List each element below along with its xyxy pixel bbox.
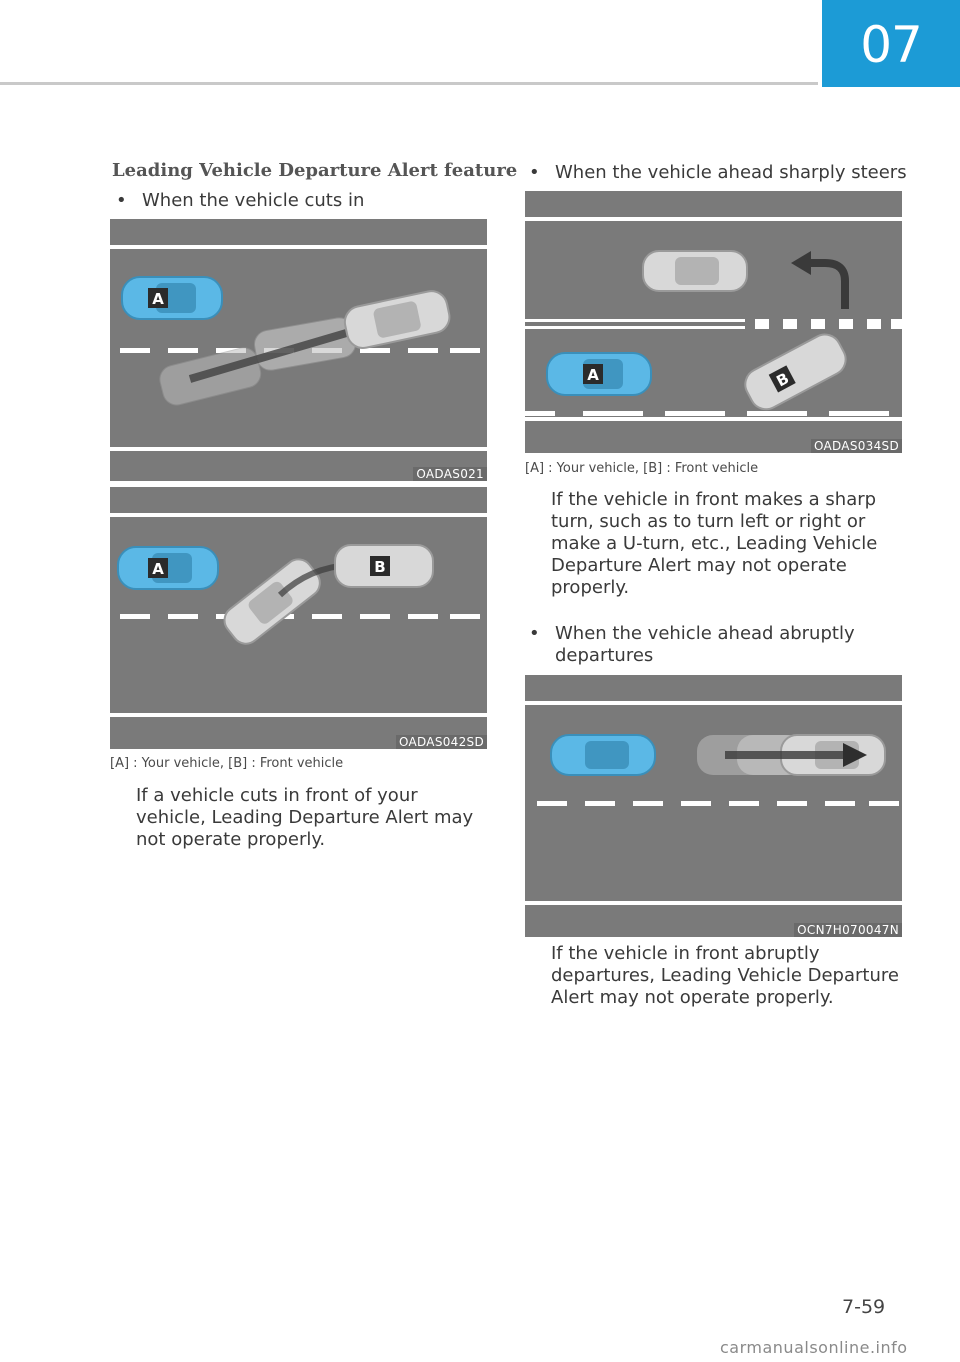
vehicle-a-label: A <box>587 366 599 384</box>
cut-in-paragraph <box>136 785 473 851</box>
vehicle-b-label: B <box>374 558 386 576</box>
bullet-abrupt-text-line1: When the vehicle ahead abruptly <box>555 623 855 644</box>
figure-abrupt-departure-illustration <box>525 675 902 937</box>
paragraph-line: make a U-turn, etc., Leading Vehicle <box>551 533 878 554</box>
figure-cut-in-2-illustration <box>110 487 487 749</box>
figure-cut-in-1-illustration <box>110 219 487 481</box>
vehicle-a-label: A <box>152 290 164 308</box>
paragraph-line: If the vehicle in front makes a sharp <box>551 489 877 510</box>
header-rule <box>0 82 818 85</box>
figure-cut-in-2 <box>110 487 487 749</box>
figure-caption: [A] : Your vehicle, [B] : Front vehicle <box>110 756 344 771</box>
paragraph-line: Alert may not operate properly. <box>551 987 834 1008</box>
vehicle-a-label: A <box>152 560 164 578</box>
paragraph-line: properly. <box>551 577 630 598</box>
figure-code: OCN7H070047N <box>794 923 902 937</box>
figure-code: OADAS021 <box>413 467 487 481</box>
paragraph-line: Departure Alert may not operate <box>551 555 847 576</box>
figure-caption: [A] : Your vehicle, [B] : Front vehicle <box>525 461 759 476</box>
watermark-link[interactable]: carmanualsonline.info <box>720 1338 908 1357</box>
bullet-dot: • <box>529 162 540 183</box>
sharp-steer-paragraph <box>551 489 877 599</box>
paragraph-line: If the vehicle in front abruptly <box>551 943 820 964</box>
figure-sharp-steer-illustration <box>525 191 902 453</box>
bullet-dot: • <box>529 623 540 644</box>
figure-abrupt-departure <box>525 675 902 937</box>
section-heading: Leading Vehicle Departure Alert feature <box>112 160 518 181</box>
paragraph-line: departures, Leading Vehicle Departure <box>551 965 899 986</box>
figure-code: OADAS034SD <box>811 439 902 453</box>
paragraph-line: If a vehicle cuts in front of your <box>136 785 418 806</box>
paragraph-line: not operate properly. <box>136 829 326 850</box>
paragraph-line: turn, such as to turn left or right or <box>551 511 866 532</box>
chapter-tab <box>822 0 960 87</box>
figure-code: OADAS042SD <box>396 735 487 749</box>
bullet-cut-in-text: When the vehicle cuts in <box>142 190 365 211</box>
bullet-sharp-steer-text: When the vehicle ahead sharply steers <box>555 162 907 183</box>
paragraph-line: vehicle, Leading Departure Alert may <box>136 807 474 828</box>
vehicle-b-label: B <box>773 369 792 391</box>
bullet-dot: • <box>116 190 127 211</box>
page-number: 7-59 <box>842 1296 886 1318</box>
chapter-number: 07 <box>860 16 922 74</box>
abrupt-paragraph <box>551 943 899 1009</box>
bullet-abrupt-text-line2: departures <box>555 645 654 666</box>
figure-sharp-steer <box>525 191 902 453</box>
figure-cut-in-1 <box>110 219 487 481</box>
